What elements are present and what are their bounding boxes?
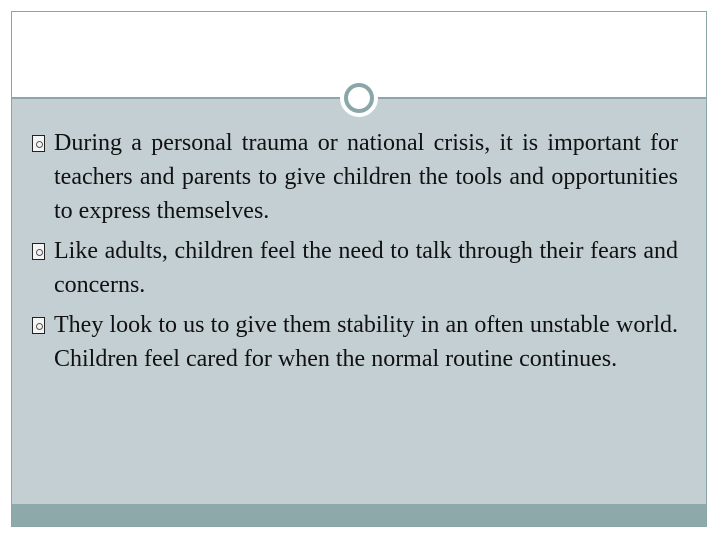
box-bullet-icon bbox=[32, 135, 45, 152]
bullet-list bbox=[32, 126, 678, 382]
bullet-text: They look to us to give them stability in an often unstable world. Children feel cared for when the normal routine continues. bbox=[54, 312, 678, 372]
box-bullet-icon bbox=[32, 243, 45, 260]
box-bullet-icon bbox=[32, 317, 45, 334]
footer-bar bbox=[12, 504, 706, 526]
bullet-item bbox=[32, 234, 678, 302]
bullet-item bbox=[32, 126, 678, 228]
bullet-text: Like adults, children feel the need to talk through their fears and concerns. bbox=[54, 238, 678, 298]
bullet-item bbox=[32, 308, 678, 376]
circle-ornament-icon bbox=[340, 79, 378, 117]
bullet-text: During a personal trauma or national crisis, it is important for teachers and parents to give children the tools and opportunities to express themselves. bbox=[54, 130, 678, 224]
